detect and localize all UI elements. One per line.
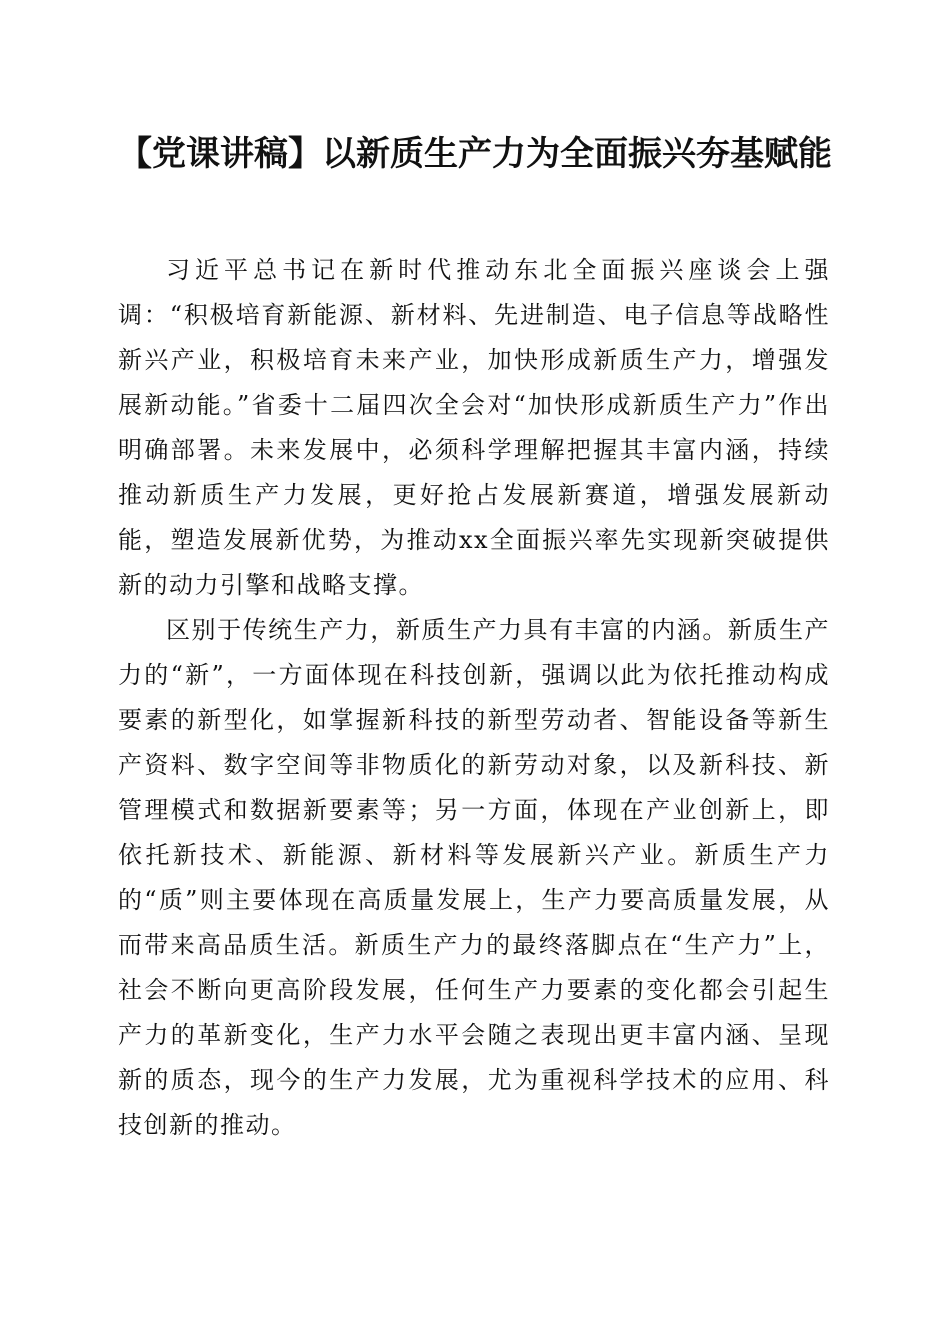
document-title: 【党课讲稿】以新质生产力为全面振兴夯基赋能: [118, 134, 832, 174]
paragraph-1: 习近平总书记在新时代推动东北全面振兴座谈会上强调：“积极培育新能源、新材料、先进制造、电子信息等战略性新兴产业，积极培育未来产业，加快形成新质生产力，增强发展新动能。”省委十二届四次全会对“加快形成新质生产力”作出明确部署。未来发展中，必须科学理解把握其丰富内涵，持续推动新质生产力发展，更好抢占发展新赛道，增强发展新动能，塑造发展新优势，为推动xx全面振兴率先实现新突破提供新的动力引擎和战略支撑。: [118, 256, 830, 599]
paragraph-2: 区别于传统生产力，新质生产力具有丰富的内涵。新质生产力的“新”，一方面体现在科技创新，强调以此为依托推动构成要素的新型化，如掌握新科技的新型劳动者、智能设备等新生产资料、数字空间等非物质化的新劳动对象，以及新科技、新管理模式和数据新要素等；另一方面，体现在产业创新上，即依托新技术、新能源、新材料等发展新兴产业。新质生产力的“质”则主要体现在高质量发展上，生产力要高质量发展，从而带来高品质生活。新质生产力的最终落脚点在“生产力”上，社会不断向更高阶段发展，任何生产力要素的变化都会引起生产力的革新变化，生产力水平会随之表现出更丰富内涵、呈现新的质态，现今的生产力发展，尤为重视科学技术的应用、科技创新的推动。: [118, 616, 830, 1139]
document-body: [118, 248, 830, 1148]
